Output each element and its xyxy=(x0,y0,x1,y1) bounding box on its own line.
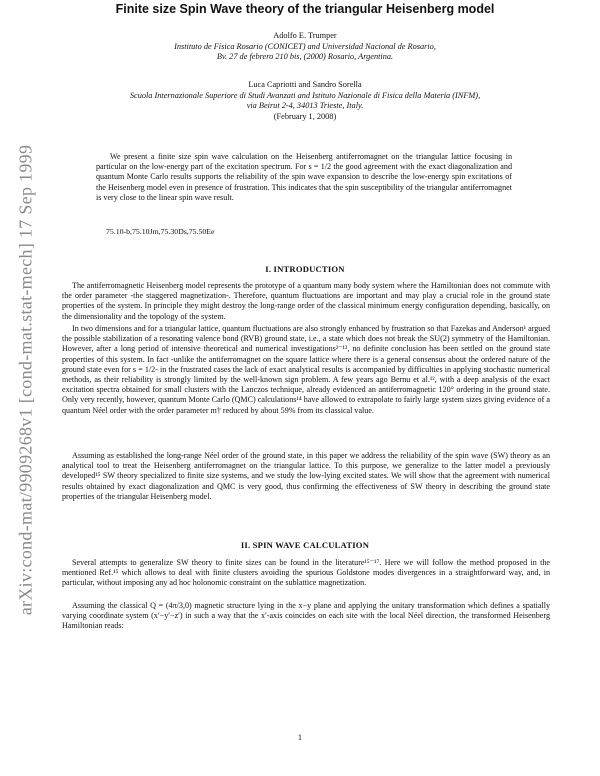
author-name: Adolfo E. Trumper xyxy=(273,31,337,40)
paper-title: Finite size Spin Wave theory of the triangular Heisenberg model xyxy=(115,2,495,16)
body-paragraph: Assuming the classical Q = (4π/3,0) magnetic structure lying in the x−y plane and applying the unitary transformation which defines a spatially varying coordinate system (x′−y′−z′) in such a way that the x′-axis coincides on each site with the local Néel direction, the transformed Heisenberg Hamiltonian reads: xyxy=(62,601,550,631)
pacs-numbers: 75.10-b,75.10Jm,75.30Ds,75.50Ee xyxy=(106,227,215,236)
body-paragraph: Several attempts to generalize SW theory to finite sizes can be found in the literature¹⁵⁻¹⁷. Here we will follow the method proposed in the mentioned Ref.¹⁵ which allows to deal with finite clusters avoiding the spurious Goldstone modes divergences in a straightforward way, and, in particular, without imposing any ad hoc holonomic constraint on the sublattice magnetization. xyxy=(62,558,550,588)
author-name: Luca Capriotti and Sandro Sorella xyxy=(248,80,362,89)
abstract: We present a finite size spin wave calculation on the Heisenberg antiferromagnet on the triangular lattice focusing in particular on the low-energy part of the excitation spectrum. For s = 1/2 the good agreement with the exact diagonalization and quantum Monte Carlo results supports the reliability of the spin wave expansion to describe the low-energy spin excitations of the Heisenberg model even in presence of frustration. This indicates that the spin susceptibility of the triangular antiferromagnet is very close to the linear spin wave result. xyxy=(96,152,512,202)
page-number: 1 xyxy=(297,733,303,742)
affiliation-line: Scuola Internazionale Superiore di Studi Avanzati and Istituto Nazionale di Fisica della Materia (INFM), xyxy=(129,90,481,100)
author-block-2 xyxy=(60,80,550,122)
affiliation-line: Instituto de Física Rosario (CONICET) and Universidad Nacional de Rosario, xyxy=(174,41,436,51)
section-heading-spin-wave: II. SPIN WAVE CALCULATION xyxy=(240,540,370,550)
affiliation-line: via Beirut 2-4, 34013 Trieste, Italy. xyxy=(246,101,364,111)
body-paragraph: In two dimensions and for a triangular lattice, quantum fluctuations are also strongly enhanced by frustration so that Fazekas and Anderson¹ argued the possible stabilization of a resonating valence bond (RVB) ground state, i.e., a state which does not break the SU(2) symmetry of the Hamiltonian. However, after a long period of intensive theoretical and numerical investigations²⁻¹³, no definite conclusion has been settled on the ground state properties of this system. In fact -unlike the antiferromagnet on the square lattice where there is a general consensus about the ordered nature of the ground state even for s = 1/2- in the frustrated cases the lack of exact analytical results is accompanied by difficulties in applying stochastic numerical methods, as their reliability is strongly limited by the well-known sign problem. A few years ago Bernu et al.¹², with a deep analysis of the exact excitation spectra obtained for small clusters with the Lanczos technique, already evidenced an antiferromagnetic 120° ordering in the ground state. Only very recently, however, quantum Monte Carlo (QMC) calculations¹⁴ have allowed to extrapolate to fairly large system sizes giving evidence of a quantum Néel order with the order parameter m† reduced by about 59% from its classical value. xyxy=(62,324,550,415)
arxiv-identifier: arXiv:cond-mat/9909268v1 [cond-mat.stat-mech] 17 Sep 1999 xyxy=(15,144,36,616)
paper-date: (February 1, 2008) xyxy=(273,111,337,121)
body-paragraph: Assuming as established the long-range Néel order of the ground state, in this paper we address the reliability of the spin wave (SW) theory as an analytical tool to treat the Heisenberg antiferromagnet on the triangular lattice. To this purpose, we generalize to the latter model a previously developed¹⁵ SW theory specialized to finite size systems, and we study the low-lying excited states. We will show that the agreement with numerical results obtained by exact diagonalization and QMC is very good, thus confirming the effectiveness of SW theory in describing the ground state properties of the triangular Heisenberg model. xyxy=(62,451,550,501)
section-heading-introduction: I. INTRODUCTION xyxy=(265,264,345,274)
arxiv-sidebar xyxy=(14,140,38,620)
affiliation-line: Bv. 27 de febrero 210 bis, (2000) Rosario, Argentina. xyxy=(216,52,394,62)
body-paragraph: The antiferromagnetic Heisenberg model represents the prototype of a quantum many body system where the Hamiltonian does not commute with the order parameter -the staggered magnetization-. Therefore, quantum fluctuations are important and may play a crucial role in the ground state properties of the system. In principle they might destroy the long-range order of the classical minimum energy configuration depending, basically, on the dimensionality and the topology of the system. xyxy=(62,281,550,321)
author-block-1 xyxy=(60,31,550,63)
